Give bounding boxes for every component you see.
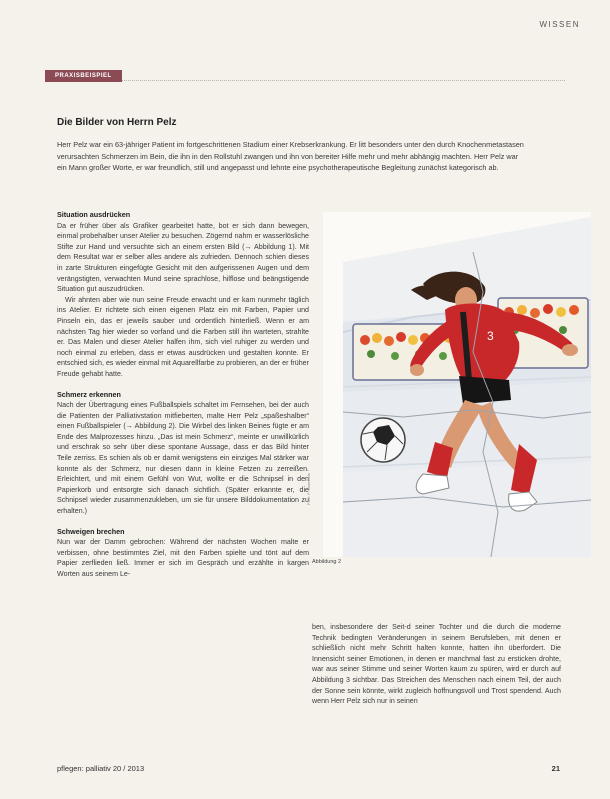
paragraph: Nun war der Damm gebrochen: Während der nächsten Wochen malte er verbissen, ohne bestimmtes Ziel, mit den Farben spielte und tönt auf dem Papier zerflieden ließ. Immer er sich im Gespräch und erzählte in kargen Worten aus seinem Le- [57,538,309,578]
right-column [312,622,561,707]
paragraph: Da er früher über als Grafiker gearbeitet hatte, bot er sich dann bewegen, einmal probehalber unser Atelier zu besuchen. Zögernd nahm er wasserlösliche Stifte zur Hand und versuchte sich an einem ersten Bild (→ Abbildung 1). Mit dem Resultat war er selber alles andere als zufrieden. Dennoch schien dieses in zarte Strukturen eingefügte Gesicht mit den aufgerissenen Augen und dem verängstigten, verwachten Mund seine sprachlose, hilflose und beängstigende Situation gut auszudrücken. [57,221,309,294]
section-tag: PRAXISBEISPIEL [45,70,122,82]
section-heading-situation: Situation ausdrücken [57,210,131,219]
page-number: 21 [551,764,560,773]
figure-caption: Abbildung 2 [312,559,342,565]
running-head: WISSEN [539,20,580,29]
paragraph: ben, insbesondere der Seit‑d seiner Tochter und die durch die moderne Technik bedingten Veränderungen in seinem Berufsleben, mit denen er schließlich nicht mehr Schritt halten konnte, hatten ihn überfordert. Die Innensicht seiner Emotionen, in denen er manchmal fast zu ersticken drohte, war aus seiner Stimme und seiner Worten kaum zu spüren, wird er durch auf Abbildung 3 sichtbar. Das Streichen des Menschen nach einem Teil, der auch der Sonne sein könnte, wirkt zugleich hoffnungsvoll und Trost spendend. Auch wenn Herr Pelz sich nur in seinen [312,623,561,706]
football-player-painting [323,212,591,557]
tag-divider [45,72,565,81]
painting-figure [323,212,591,557]
left-column [57,210,309,580]
jersey-number: 3 [487,329,494,343]
article-title: Die Bilder von Herrn Pelz [57,117,177,128]
publication-footer: pflegen: palliativ 20 / 2013 [57,764,145,773]
article-lead: Herr Pelz war ein 63-jähriger Patient im fortgeschrittenen Stadium einer Krebserkrankung. Er litt besonders unter den durch Knochenmetastasen verursachten Schmerzen im Bein, die ihn in den Rollstuhl zwangen und ihn von bereiter Hilfe mehr und mehr abhängig machten. Herr Pelz war ein Mann großer Worte, er war freundlich, still und angepasst und lehnte eine psychotherapeutische Begleitung zunächst kategorisch ab. [57,140,524,172]
section-heading-schweigen: Schweigen brechen [57,526,125,536]
paragraph: Wir ahnten aber wie nun seine Freude erwacht und er kam nunmehr täglich ins Atelier. Er richtete sich einen eigenen Platz ein mit Farben, Papier und Pinseln ein, das er jeweils sauber und ordentlich hinterließ. Wenn er am nächsten Tag hier wieder so vorfand und die Farben still ihn warteten, strahlte er. Das Malen und dieser Atelier halfen ihm, sich viel ruhiger zu werden und noch einmal zu erleben, dass er etwas ausdrücken und gestalten konnte. Er entschied sich, es wieder einmal mit Aquarellfarbe zu probieren, an der er früher Freude gehabt hatte. [57,295,309,378]
section-heading-schmerz: Schmerz erkennen [57,389,121,399]
paragraph: Nach der Übertragung eines Fußballspiels schaltet im Fernsehen, bei der auch die Patienten der Palliativstation mitfieberten, malte Herr Pelz „spaßeshalber“ einen Fußballspieler (→ Abbildung 2). Die Wirbel des linken Beines fügte er am Ende des Malprozesses hinzu. „Das ist mein Schmerz“, meinte er unwillkürlich und erschrak so sehr über diese spontane Aussage, dass er das Bild hinter Teile zerriss. Es schien als ob er damit wenigstens ein einziges Mal stärker war konnte als der Schmerz, nur diesen dann in kleine Fetzen zu zerreißen. Erleichtert, und mit einem Gefühl von Wut, wollte er die Schnipsel in den Papierkorb und entsorgte sich danach sichtlich. (Später erkannte er, die Schnipsel wieder zusammenzukleben, um sie für unsere Bilddokumentation zu erhalten.) [57,401,309,516]
photo-credit: Foto: F. Eisenbeis [306,473,311,505]
